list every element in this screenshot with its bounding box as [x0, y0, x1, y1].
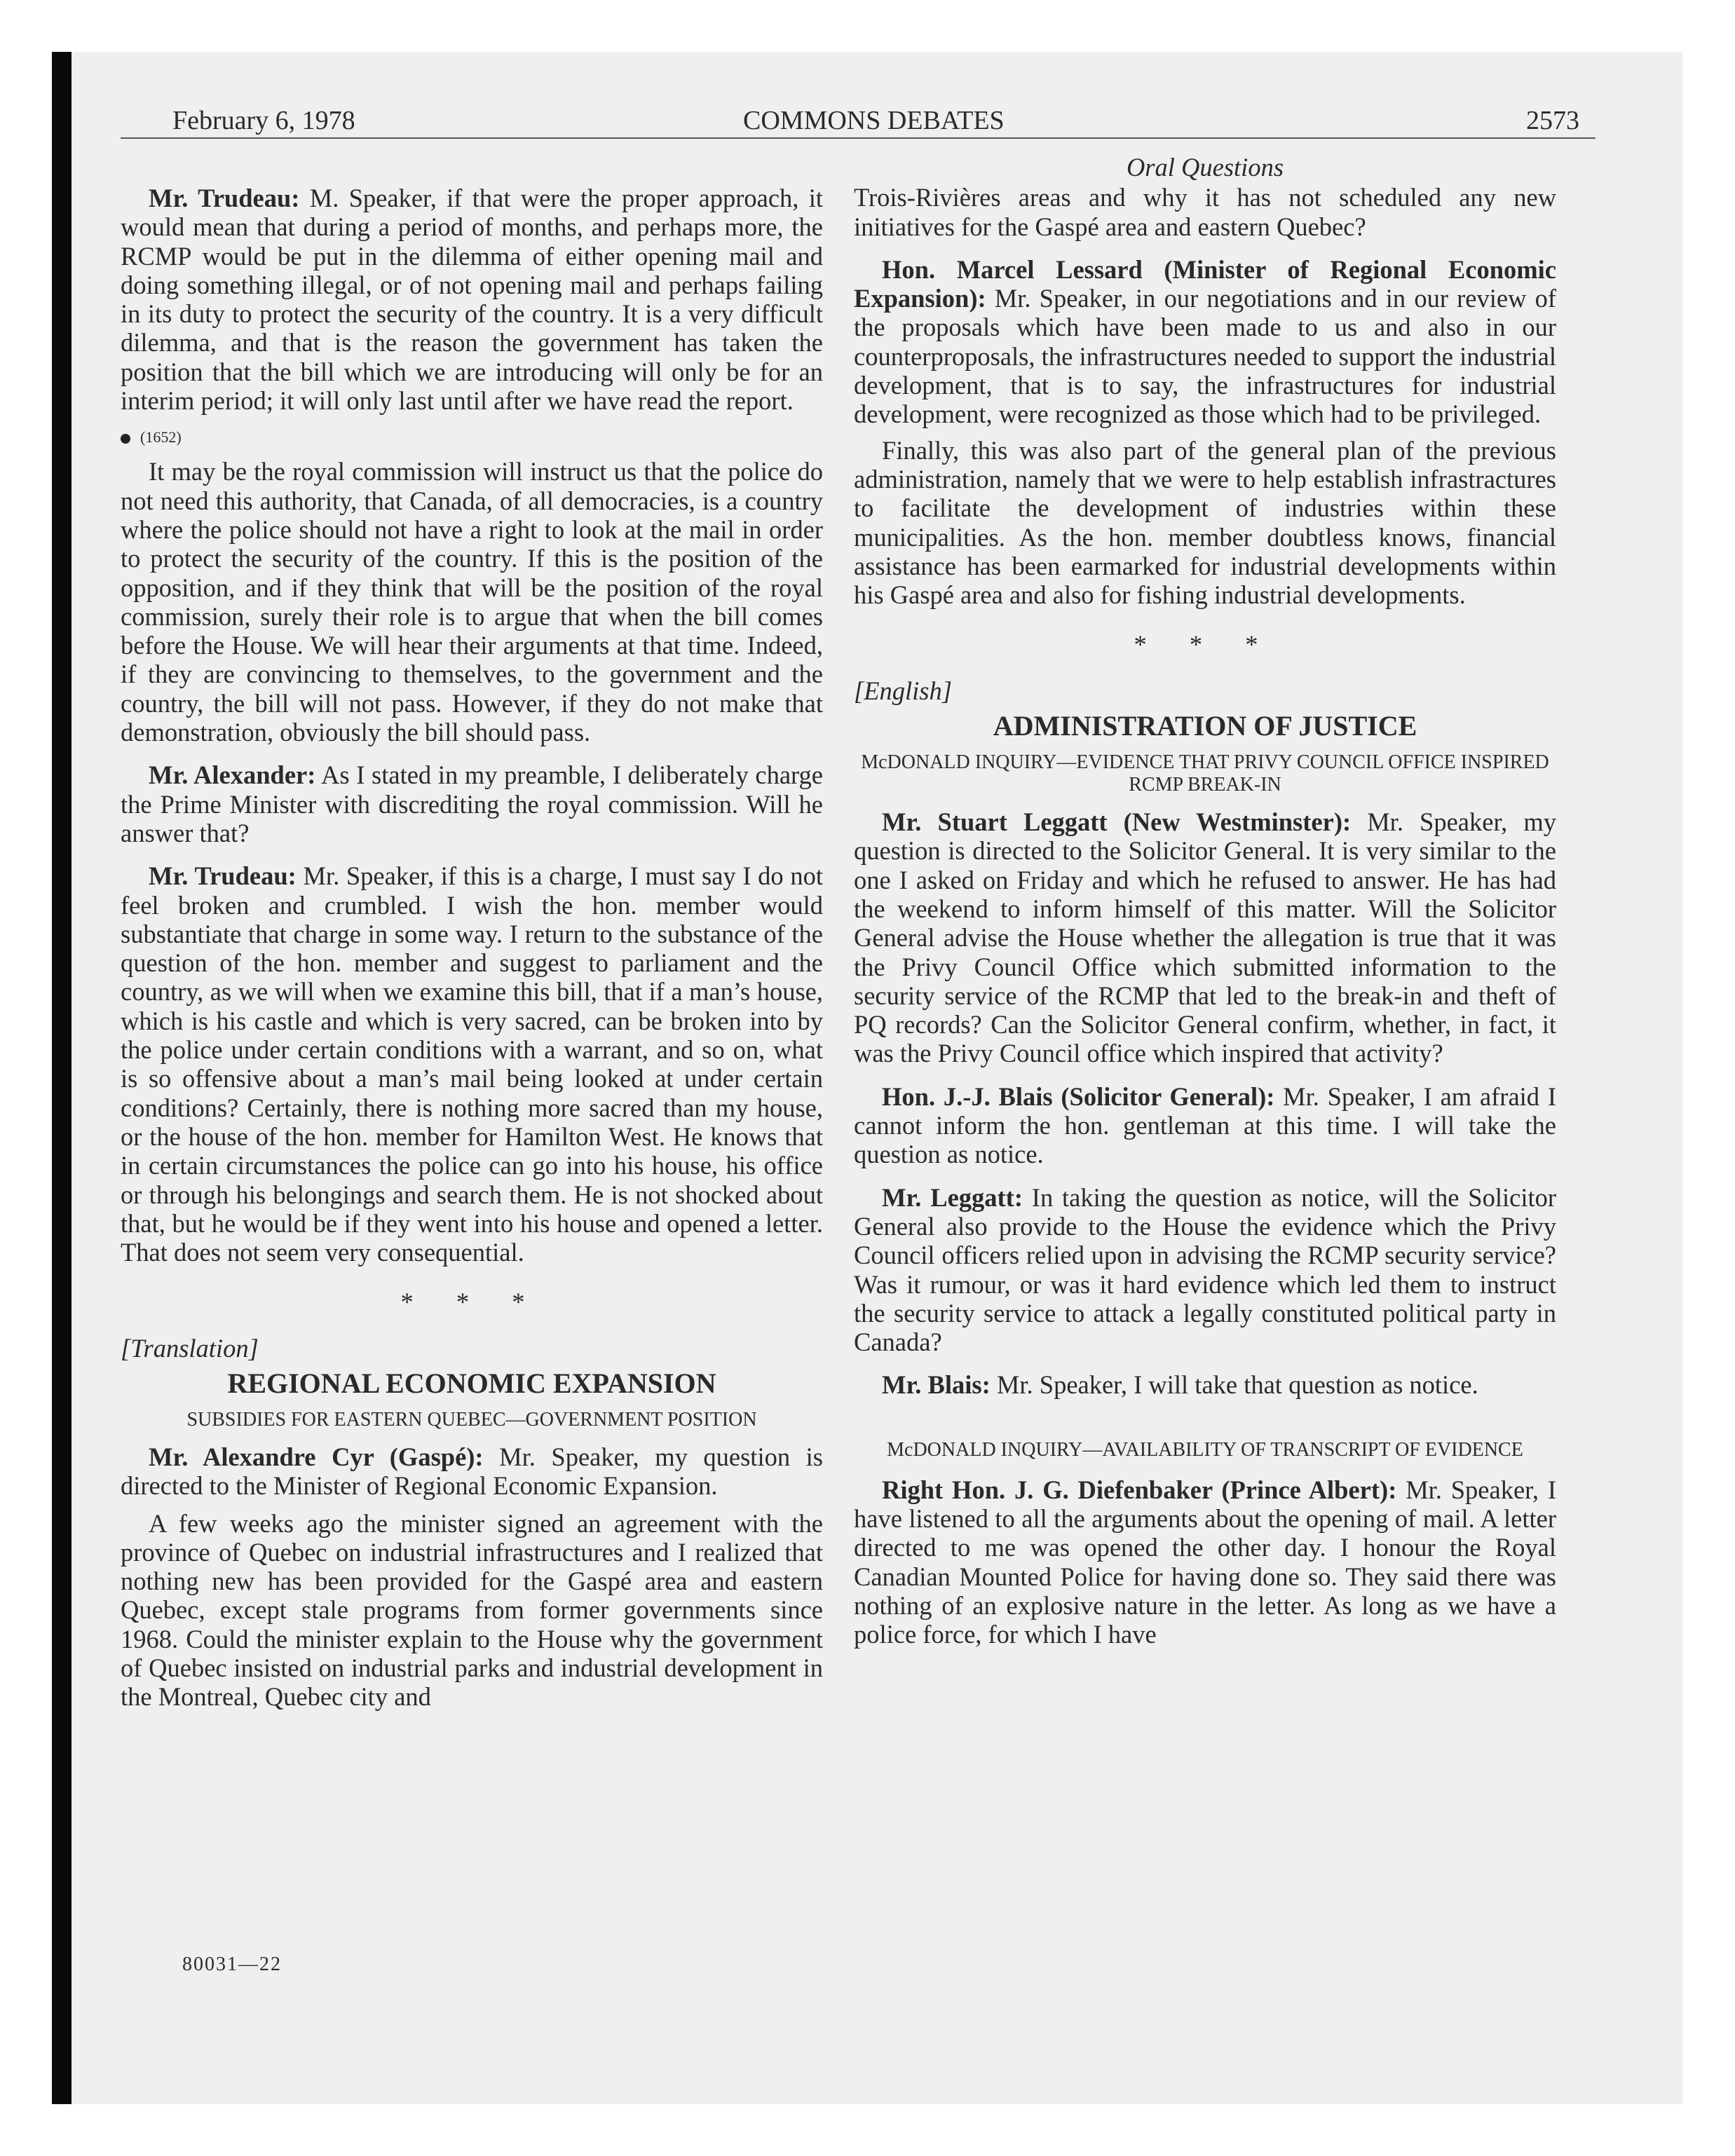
section-title: REGIONAL ECONOMIC EXPANSION — [227, 1367, 716, 1399]
speaker-name: Right Hon. J. G. Diefenbaker (Prince Albert): — [882, 1475, 1397, 1504]
speaker-name: Mr. Trudeau: — [149, 184, 300, 212]
section-separator: * * * — [400, 1288, 543, 1317]
paragraph: Trois-Rivières areas and why it has not scheduled any new initiatives for the Gaspé area and eastern Quebec? — [854, 183, 1556, 241]
paragraph: Mr. Alexander: As I stated in my preamble, I deliberately charge the Prime Minister with discrediting the royal commission. Will he answer that? — [121, 760, 823, 847]
section-title: ADMINISTRATION OF JUSTICE — [993, 710, 1417, 742]
header-title: COMMONS DEBATES — [743, 106, 1005, 135]
paragraph: Mr. Alexandre Cyr (Gaspé): Mr. Speaker, my question is directed to the Minister of Regional Economic Expansion. — [121, 1442, 823, 1501]
binding-edge — [52, 52, 72, 2104]
footer-code: 80031—22 — [182, 1953, 282, 1975]
speaker-name: Mr. Alexander: — [149, 760, 316, 790]
header-date: February 6, 1978 — [172, 106, 355, 135]
language-note: [Translation] — [121, 1333, 259, 1363]
speaker-name: Hon. J.-J. Blais (Solicitor General): — [882, 1082, 1275, 1111]
header-page-number: 2573 — [1526, 106, 1579, 135]
paragraph: Hon. J.-J. Blais (Solicitor General): Mr. Speaker, I am afraid I cannot inform the hon. gentleman at this time. I will take the question as notice. — [854, 1082, 1556, 1169]
speaker-name: Hon. Marcel Lessard (Minister of Regional Economic Expansion): — [854, 254, 1556, 313]
right-column — [854, 153, 1556, 1649]
speaker-name: Mr. Leggatt: — [882, 1182, 1023, 1212]
paragraph: Mr. Trudeau: Mr. Speaker, if this is a charge, I must say I do not feel broken and crumbled. I wish the hon. member would substantiate that charge in some way. I return to the substance of the question of the hon. member and suggest to parliament and the country, as we will when we examine this bill, that if a man’s house, which is his castle and which is very sacred, can be broken into by the police under certain conditions with a warrant, and so on, what is so offensive about a man’s mail being looked at under certain conditions? Certainly, there is nothing more sacred than my house, or the house of the hon. member for Hamilton West. He knows that in certain circumstances the police can go into his house, his office or through his belongings and search them. He is not shocked about that, but he would be if they went into his house and opened a letter. That does not seem very consequential. — [121, 861, 823, 1267]
paragraph: Mr. Blais: Mr. Speaker, I will take that question as notice. — [882, 1370, 1478, 1400]
speaker-name: Mr. Blais: — [882, 1370, 991, 1400]
paragraph: Mr. Stuart Leggatt (New Westminster): Mr. Speaker, my question is directed to the Solicitor General. It is very similar to the one I asked on Friday and which he refused to answer. He has had the weekend to inform himself of this matter. Will the Solicitor General advise the House whether the allegation is true that it was the Privy Council Office which submitted information to the security service of the RCMP that led to the break-in and theft of PQ records? Can the Solicitor General confirm, whether, in fact, it was the Privy Council office which inspired that activity? — [854, 807, 1556, 1068]
section-subtitle: McDONALD INQUIRY—AVAILABILITY OF TRANSCRIPT OF EVIDENCE — [887, 1438, 1523, 1461]
bullet-icon — [121, 434, 130, 444]
section-subtitle: SUBSIDIES FOR EASTERN QUEBEC—GOVERNMENT POSITION — [186, 1408, 757, 1431]
section-separator: * * * — [1134, 630, 1277, 660]
header-rule — [121, 137, 1595, 139]
paragraph: It may be the royal commission will instruct us that the police do not need this authority, that Canada, of all democracies, is a country where the police should not have a right to look at the mail in order to protect the security of the country. If this is the position of the opposition, and if they think that will be the position of the royal commission, surely their role is to argue that when the bill comes before the House. We will hear their arguments at that time. Indeed, if they are convincing to themselves, to the government and the country, the bill will not pass. However, if they do not make that demonstration, obviously the bill should pass. — [121, 457, 823, 747]
time-marker: (1652) — [121, 428, 823, 447]
paragraph: A few weeks ago the minister signed an agreement with the province of Quebec on industrial infrastructures and I realized that nothing new has been provided for the Gaspé area and eastern Quebec, except stale programs from former governments since 1968. Could the minister explain to the House why the government of Quebec insisted on industrial parks and industrial development in the Montreal, Quebec city and — [121, 1508, 823, 1712]
paragraph: Mr. Leggatt: In taking the question as notice, will the Solicitor General also provide to the House the evidence which the Privy Council officers relied upon in advising the RCMP security service? Was it rumour, or was it hard evidence which led them to instruct the security service to attack a legally constituted political party in Canada? — [854, 1182, 1557, 1357]
paragraph: Finally, this was also part of the general plan of the previous administration, namely that we were to help establish infrastractures to facilitate the development of industries within these municipalities. As the hon. member doubtless knows, financial assistance has been earmarked for industrial developments within his Gaspé area and also for fishing industrial developments. — [854, 435, 1556, 610]
left-column — [121, 184, 823, 1712]
section-subtitle: McDONALD INQUIRY—EVIDENCE THAT PRIVY COUNCIL OFFICE INSPIRED RCMP BREAK-IN — [861, 751, 1549, 796]
language-note: [English] — [854, 676, 952, 705]
paragraph: Hon. Marcel Lessard (Minister of Regional Economic Expansion): Mr. Speaker, in our negotiations and in our review of the proposals which have been made to us and also in our counterproposals, the infrastructures needed to support the industrial development, that is to say, the infrastructures for industrial development, were recognized as those which had to be privileged. — [854, 254, 1556, 429]
speaker-name: Mr. Trudeau: — [149, 861, 297, 891]
paragraph: Right Hon. J. G. Diefenbaker (Prince Albert): Mr. Speaker, I have listened to all the arguments about the opening of mail. A letter directed to me was opened the other day. I honour the Royal Canadian Mounted Police for having done so. They said there was nothing of an explosive nature in the letter. As long as we have a police force, for which I have — [854, 1475, 1556, 1649]
paragraph: Mr. Trudeau: M. Speaker, if that were the proper approach, it would mean that during a period of months, and perhaps more, the RCMP would be put in the dilemma of either opening mail and doing something illegal, or of not opening mail and perhaps failing in its duty to protect the security of the country. It is a very difficult dilemma, and that is the reason the government has taken the position that the bill which we are introducing will only be for an interim period; it will only last until after we have read the report. — [121, 184, 823, 416]
running-head: Oral Questions — [1126, 153, 1284, 182]
speaker-name: Mr. Stuart Leggatt (New Westminster): — [882, 807, 1352, 837]
speaker-name: Mr. Alexandre Cyr (Gaspé): — [149, 1442, 484, 1471]
